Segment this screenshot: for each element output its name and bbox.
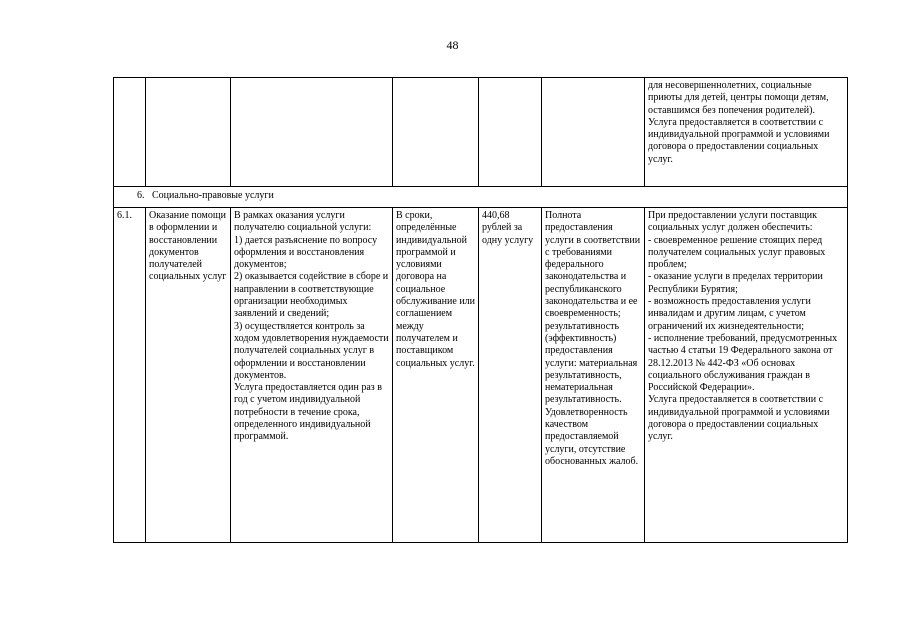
service-indicators: Полнота предоставления услуги в соответствии с требованиями федерального законодательства и республиканского законодательства и ее своевременность; результативность (эффективность) предоставления услуги: материальная результативность, нематериальная результативность. Удовлетворенность качеством предоставляемой услуги, отсутствие обоснованных жалоб. (542, 208, 645, 543)
section-heading (114, 187, 848, 208)
service-name: Оказание помощи в оформлении и восстановлении документов получателей социальных услуг (146, 208, 231, 543)
page-number: 48 (446, 38, 459, 52)
section-row (114, 187, 848, 208)
section-title: Социально-правовые услуги (152, 190, 274, 201)
cont-cell-indicators (542, 78, 645, 187)
service-content: В рамках оказания услуги получателю социальной услуги: 1) дается разъяснение по вопросу оформления и восстановления документов; 2) оказывается содействие в сборе и направлении в соответствующие организации необходимых заявлений и сведений; 3) осуществляется контроль за ходом удовлетворения нуждаемости получателей социальных услуг в оформлении и восстановлении документов. Услуга предоставляется один раз в год с учетом индивидуальной потребности в течение срока, определенного индивидуальной программой. (231, 208, 393, 543)
service-price: 440,68 рублей за одну услугу (479, 208, 542, 543)
service-terms: В сроки, определённые индивидуальной программой и условиями договора на социальное обслуживание или соглашением между получателем и поставщиком социальных услуг. (393, 208, 479, 543)
service-conditions: При предоставлении услуги поставщик социальных услуг должен обеспечить: - своевременное решение стоящих перед получателем социальных услуг правовых проблем; - оказание услуги в пределах территории Республики Бурятия; - возможность предоставления услуги инвалидам и другим лицам, с учетом ограничений их жизнедеятельности; - исполнение требований, предусмотренных частью 4 статьи 19 Федерального закона от 28.12.2013 № 442-ФЗ «Об основах социального обслуживания граждан в Российской Федерации». Услуга предоставляется в соответствии с индивидуальной программой и условиями договора о предоставлении социальных услуг. (645, 208, 848, 543)
cont-cell-terms (393, 78, 479, 187)
cont-cell-price (479, 78, 542, 187)
cont-cell-number (114, 78, 146, 187)
continuation-row (114, 78, 848, 187)
service-row-6-1 (114, 208, 848, 543)
services-table (113, 77, 848, 543)
cont-cell-conditions: для несовершеннолетних, социальные приюты для детей, центры помощи детям, оставшимся без попечения родителей). Услуга предоставляется в соответствии с индивидуальной программой и условиями договора о предоставлении социальных услуг. (645, 78, 848, 187)
cont-cell-content (231, 78, 393, 187)
service-number: 6.1. (114, 208, 146, 543)
cont-cell-name (146, 78, 231, 187)
section-number: 6. (137, 190, 145, 201)
